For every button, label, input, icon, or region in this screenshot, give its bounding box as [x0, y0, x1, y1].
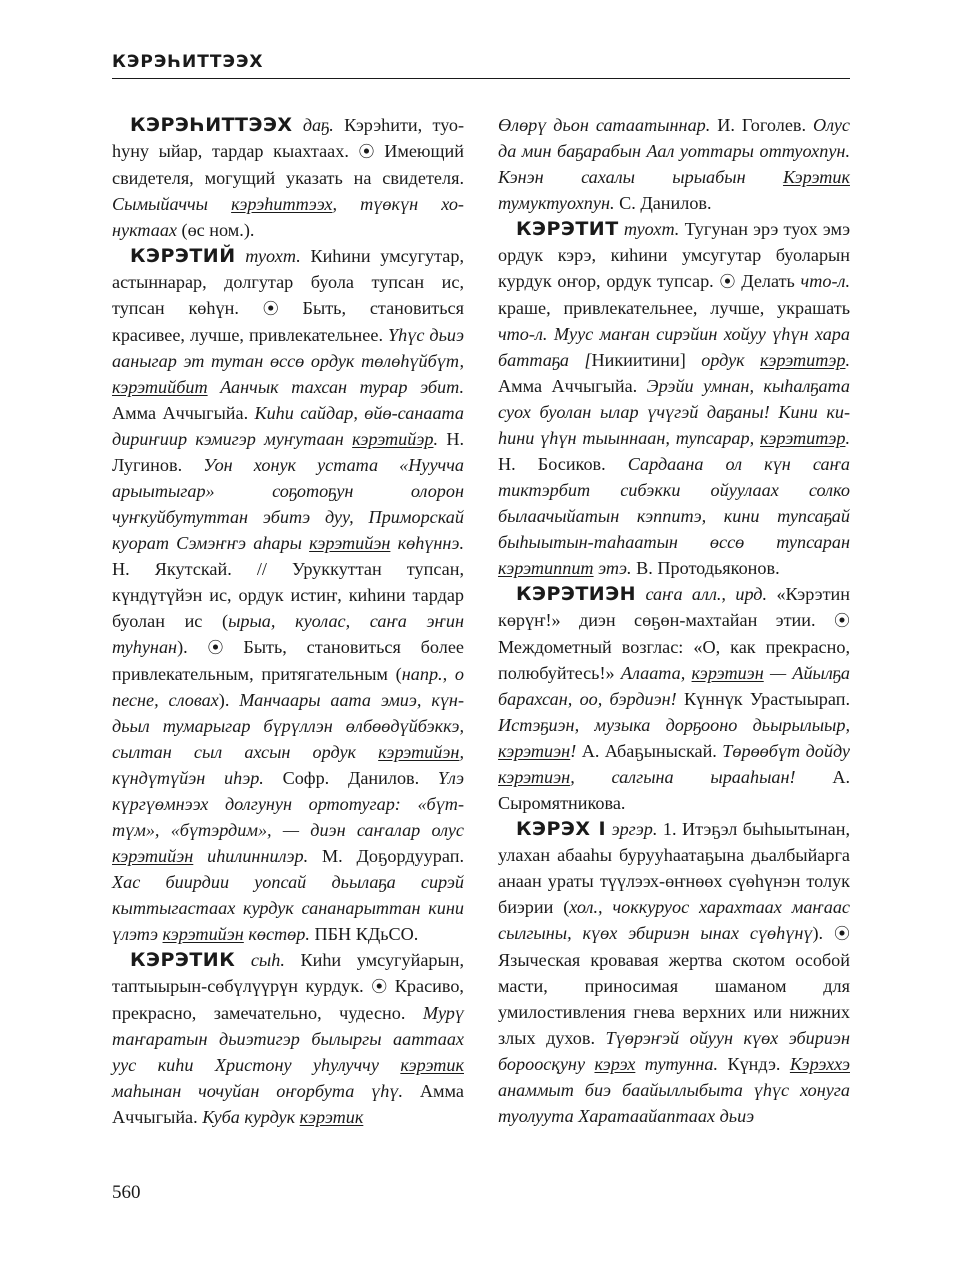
grammar-label: сыһ. — [250, 950, 285, 970]
example-text: Үлэ күргүөмнээх долгунун ортотугар: «бүттүм», «бүтэрдим», — диэн саҥалар олус — [112, 768, 464, 840]
usage-note: что-л. — [800, 271, 850, 291]
example-text: тутунна. — [635, 1054, 718, 1074]
example-text: Өлөрү дьон сатаатыннар. — [498, 115, 711, 135]
translation-marker-icon: ⦿ — [262, 299, 279, 318]
definition-text: Тугунан эрэ туох эмэ ордук кэрэ, киһини умсугутар буоларын курдук оҥор, ордук тупсар. — [498, 219, 850, 291]
example-author: ПБН КДьСО. — [309, 924, 419, 944]
example-text: иһилиннилэр. — [193, 846, 309, 866]
example-text: көһүннэ. — [390, 533, 464, 553]
entry-kerehitteeh — [112, 112, 464, 243]
grammar-label: туохт. — [245, 246, 301, 266]
example-text: ! — [570, 741, 577, 761]
example-author: Күндэ. — [718, 1054, 790, 1074]
entry-keretij — [112, 243, 464, 947]
right-column — [498, 112, 850, 1129]
source-text: (өс ном.). — [176, 220, 255, 240]
example-note: Никиитини] — [591, 350, 702, 370]
example-keyword: Кэрэтик — [782, 167, 850, 187]
example-keyword: кэрэтийэр — [352, 429, 434, 449]
example-keyword: кэрэтийэн — [162, 924, 244, 944]
translation-text: Языческая кровавая жертва скотом особой масти, приносимая шаманом для умилостивления гнева верхних или нижних злых духов. — [498, 950, 850, 1048]
definition-text: Кэрэһити, туоһуну ыйар, тардар кыахтаах. — [112, 115, 464, 161]
translation-marker-icon: ⦿ — [719, 272, 736, 291]
example-text: Сардаана ол күн саҥа тиктэрбит сибэкки ойуулаах солко былаачыйатын кэппитэ, кини тупсаҕай быһыытын-таһаатын өссө тупсаран — [498, 454, 850, 552]
headword: КЭРЭТИЭН — [516, 583, 637, 605]
entry-kereh-1 — [498, 816, 850, 1129]
translation-marker-icon: ⦿ — [358, 142, 375, 161]
entry-keretik-continued — [498, 112, 850, 216]
example-keyword: кэрэтитэр — [760, 428, 846, 448]
example-keyword: кэрэтийэн — [378, 742, 460, 762]
example-text: көстөр. — [243, 924, 310, 944]
example-author: Амма Аччыгыйа. — [112, 1081, 464, 1127]
definition-text: 1. Итэҕэл быһыытынан, улахан абааһы бурууһаатаҕына дьалбыйарга анаан ураты түүлээх-өҥнөөх сүөһүнэн толук биэрии ( — [498, 819, 850, 917]
definition-text: Киһи умсугуйарын, таптыырын-сөбүлүүрүн курдук. — [112, 950, 464, 996]
headword: КЭРЭТИЙ — [130, 245, 236, 267]
grammar-label: эргэр. — [611, 819, 658, 839]
example-author: А. Сыромятникова. — [498, 767, 850, 813]
translation-text: Делать — [735, 271, 801, 291]
example-text: , күндүтүйэн иһэр. — [112, 742, 464, 788]
example-keyword: кэрэһиттээх — [231, 194, 333, 214]
example-text: . — [433, 429, 439, 449]
usage-note: что-л. — [498, 324, 548, 344]
example-text: Киһи сайдар, өйө-санаата дириҥиир кэмигэр муҥутаан — [112, 403, 464, 449]
example-author: С. Данилов. — [614, 193, 712, 213]
example-text: — Айылҕа барахсан, оо, бэрдиэн! — [498, 663, 850, 709]
example-text: Төрөөбүт дойду — [722, 741, 850, 761]
example-text: Куба курдук — [202, 1107, 300, 1127]
translation-text: Междометный возглас: «О, как прекрасно, полюбуйтесь!» — [498, 637, 850, 683]
example-text: маһынан чочуйан оҥорбута үһү. — [112, 1081, 403, 1101]
example-author: Күннүк Урастыырап. — [676, 689, 850, 709]
translation-marker-icon: ⦿ — [833, 611, 850, 630]
translation-text: ). — [218, 690, 240, 710]
definition-text: Киһини умсугутар, астыннарар, долгутар буола тупсан ис, тупсан көһүн. — [112, 246, 465, 318]
example-text: Үһүс дьиэ ааныгар эт тутан өссө ордук төлөһүйбүт, — [112, 325, 464, 371]
example-keyword: Кэрэххэ — [789, 1054, 850, 1074]
example-author: Н. Лугинов. — [112, 429, 464, 475]
example-text: Сымыйаччы — [112, 194, 232, 214]
grammar-label: туохт. — [623, 219, 680, 239]
example-text: , салгына ырааһыан! — [570, 767, 796, 787]
usage-note: напр., о песне, словах — [112, 664, 464, 710]
translation-text: Быть, становиться более привлекательным, притягательным ( — [112, 637, 464, 684]
example-author: Софр. Данилов. — [263, 768, 438, 788]
example-keyword: кэрэтиэн — [498, 767, 571, 787]
example-author: Амма Аччыгыйа. — [498, 376, 647, 396]
example-text: этэ. — [593, 558, 632, 578]
translation-marker-icon: ⦿ — [833, 924, 850, 943]
translation-text: краше, привлекательнее, лучше, украшать — [498, 298, 850, 318]
running-head: КЭРЭҺИТТЭЭХ — [112, 52, 264, 72]
example-keyword: кэрэх — [594, 1054, 636, 1074]
headword: КЭРЭХ I — [516, 818, 607, 840]
translation-text: Красиво, прекрасно, замечательно, чудесно. — [112, 976, 464, 1023]
example-author: А. Абаҕыныскай. — [576, 741, 723, 761]
example-keyword: кэрэтиэн — [691, 663, 764, 683]
entry-keretit — [498, 216, 850, 581]
example-text: Эрэйи умнан, кыһалҕата суох буолан ылар үчүгэй даҕаны! Кини киһини үһүн тыыннаан, тупсарар, — [498, 376, 851, 448]
definition-text: ). — [812, 923, 834, 943]
example-author: Амма Аччыгыйа. — [112, 403, 255, 423]
translation-marker-icon: ⦿ — [371, 977, 388, 996]
example-text: Манчаары аата эмиэ, күн-дьыл тумарыгар бүрүллэн өлбөөдүйбэккэ, сылтан сыл ахсын ордук — [112, 690, 464, 762]
example-text: тумуктуохпун. — [498, 193, 615, 213]
example-keyword: кэрэтиппит — [498, 558, 594, 578]
example-keyword: кэрэтийбит — [112, 377, 208, 397]
example-text: Муус маҥан сирэйин хойуу үһүн хара баттаҕа [ — [498, 324, 850, 370]
example-text: Мурү таҥаратын дьиэтигэр былыргы ааттаах уус киһи Христону уһулуччу — [112, 1003, 464, 1075]
example-text: . — [845, 428, 850, 448]
example-text: Уон хонук устата «Нуучча арыытыгар» соҕотоҕун олорон чуҥкуйбутуттан эбитэ дуу, Приморскай куорат Сэмэҥҥэ аһары — [112, 455, 464, 553]
example-keyword: кэрэтик — [299, 1107, 364, 1127]
headword: КЭРЭТИК — [130, 949, 236, 971]
definition-text: «Кэрэтин көрүҥ!» диэн сөҕөн-махтайан этии. — [498, 584, 850, 630]
example-keyword: кэрэтиэн — [498, 741, 571, 761]
example-text: Истэҕиэн, музыка дорҕооно дьырылыыр, — [498, 715, 850, 735]
example-text: Түөрэҥэй ойуун күөх эбириэн бороосқуну — [498, 1028, 850, 1074]
entry-keretik — [112, 947, 464, 1130]
example-text: , түөкүн хонуктаах — [112, 194, 464, 240]
definition-text: ). — [177, 637, 208, 657]
example-keyword: кэрэтийэн — [112, 846, 194, 866]
page-number: 560 — [112, 1182, 141, 1203]
headword: КЭРЭТИТ — [516, 218, 619, 240]
translation-text: Быть, становиться красивее, лучше, привлекательнее. — [112, 298, 464, 345]
usage-note: хол., чоккуруос харахтаах маҥаас сылгыны, күөх эбириэн ынах сүөһүнү — [498, 897, 850, 943]
example-text: . — [845, 350, 850, 370]
example-text: ордук — [701, 350, 761, 370]
example-author: М. Доҕордуурап. — [308, 846, 464, 866]
example-text: Аанчык тахсан турар эбит. — [207, 377, 464, 397]
usage-note: ырыа, куолас, саҥа эҥин туһунан — [112, 611, 464, 657]
left-column — [112, 112, 464, 1130]
example-author: Н. Якутскай. // Уруккуттан тупсан, күндүтүйэн ис, ордук истиҥ, киһини тардар буолан ис ( — [112, 559, 464, 631]
translation-text: Имеющий свидетеля, могущий указать на свидетеля. — [112, 141, 464, 188]
headword: КЭРЭҺИТТЭЭХ — [130, 114, 293, 136]
example-text: Хас биирдии уопсай дьылаҕа сирэй кыттыгастаах курдук сананарыттан кини үлэтэ — [112, 872, 464, 944]
example-author: В. Протодьяконов. — [631, 558, 780, 578]
grammar-label: даҕ. — [302, 115, 334, 135]
example-text: Олус да мин баҕарабын Аал уоттары оттуохпун. Кэнэн сахалы ырыабын — [498, 115, 850, 187]
entry-keretien — [498, 581, 850, 816]
example-text: Алаата, — [620, 663, 692, 683]
translation-marker-icon: ⦿ — [207, 638, 224, 657]
grammar-label: саҥа алл., ирд. — [645, 584, 768, 604]
example-keyword: кэрэтик — [400, 1055, 464, 1075]
example-keyword: кэрэтитэр — [760, 350, 846, 370]
example-keyword: кэрэтийэн — [309, 533, 391, 553]
example-text: анаммыт биэ баайыллыбыта үһүс хонуга туолуута Харатаайаптаах дьиэ — [498, 1080, 850, 1126]
header-rule — [112, 78, 850, 79]
example-author: Н. Босиков. — [498, 454, 628, 474]
example-author: И. Гоголев. — [710, 115, 813, 135]
